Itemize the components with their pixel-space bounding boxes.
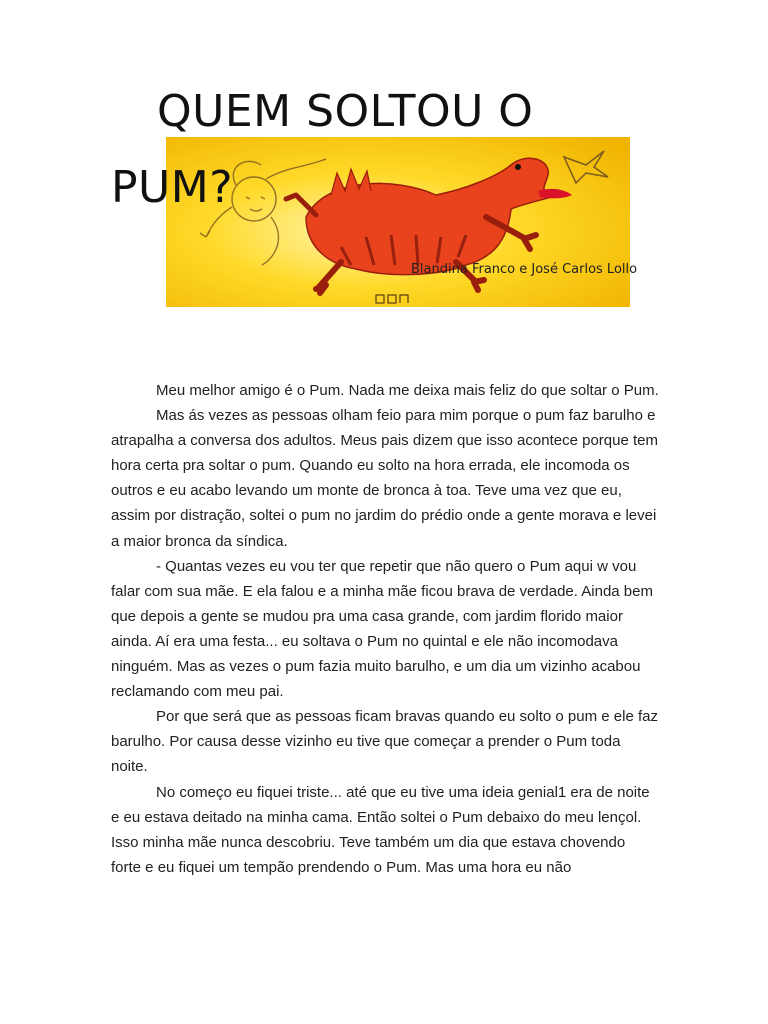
authors-credit: Blandina Franco e José Carlos Lollo [411, 262, 638, 277]
title-line-1: QUEM SOLTOU O [157, 86, 534, 137]
cover-illustration [166, 137, 630, 307]
paragraph: No começo eu fiquei triste... até que eu tive uma ideia genial1 era de noite e eu estava deitado na minha cama. Então soltei o Pum debaixo do meu lençol. Isso minha mãe nunca descobriu. Teve também um dia que estava chovendo forte e eu fiquei um tempão prendendo o Pum. Mas uma hora eu não [111, 783, 650, 876]
story-body [111, 378, 659, 880]
paragraph: Mas ás vezes as pessoas olham feio para mim porque o pum faz barulho e atrapalha a conversa dos adultos. Meus pais dizem que isso acontece porque tem hora certa pra soltar o pum. Quando eu solto na hora errada, ele incomoda os outros e eu acabo levando um monte de bronca à toa. Teve uma vez que eu, assim por distração, soltei o pum no jardim do prédio onde a gente morava e levei a maior bronca da síndica. [111, 407, 658, 550]
paragraph: Meu melhor amigo é o Pum. Nada me deixa mais feliz do que soltar o Pum. [156, 382, 659, 399]
paragraph: Por que será que as pessoas ficam bravas quando eu solto o pum e ele faz barulho. Por causa desse vizinho eu tive que começar a prender o Pum toda noite. [111, 708, 658, 776]
title-line-2: PUM? [111, 162, 234, 213]
paragraph: - Quantas vezes eu vou ter que repetir que não quero o Pum aqui w vou falar com sua mãe. E ela falou e a minha mãe ficou brava de verdade. Ainda bem que depois a gente se mudou pra uma casa grande, com jardim florido maior ainda. Aí era uma festa... eu soltava o Pum no quintal e ele não incomodava ninguém. Mas as vezes o pum fazia muito barulho, e um dia um vizinho acabou reclamando com meu pai. [111, 557, 653, 701]
dragon-illustration-icon [166, 137, 630, 307]
